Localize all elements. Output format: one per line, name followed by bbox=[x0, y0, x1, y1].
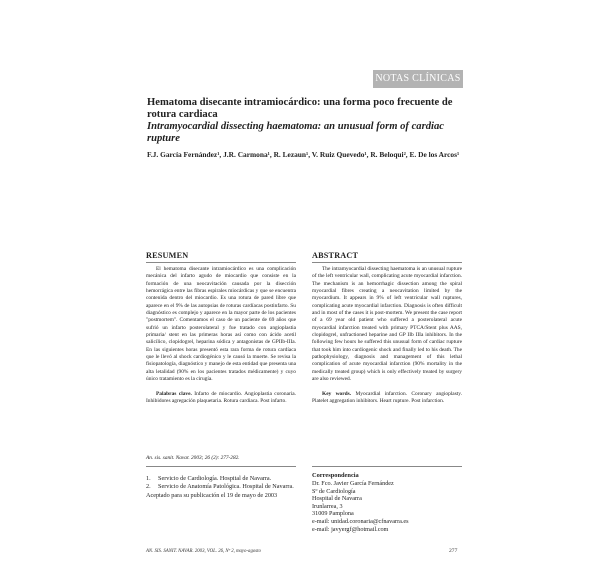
resumen-heading: RESUMEN bbox=[146, 251, 189, 260]
article-title-spanish: Hematoma disecante intramiocárdico: una forma poco frecuente de rotura cardiaca bbox=[147, 97, 453, 120]
resumen-block bbox=[146, 266, 296, 405]
resumen-rule bbox=[146, 262, 296, 263]
abstract-body: The intramyocardial dissecting haematoma is an unusual rupture of the left ventricular wall, complicating acute myocardial infarction. The mechanism is an hemorrhagic dissection among the spiral myocardial fibres creating a neocavitation limited by the myocardium. It appears in 9% of left ventricular wall ruptures, complicating acute myocardial infarction. Diagnosis is often difficult and in most of the cases it is post-mortem. We present the case report of a 69 year old patient who suffered a posterolateral acute myocardial infarction treated with primary PTCA/Stent plus AAS, clopidogrel, unfractioned heparine and GP IIb IIIa inhibitors. In the following few hours he suffered this unusual form of cardiac rupture that took him into cardiogenic shock and finally led to his death. The pathophysiology, diagnosis and management of this lethal complication of acute myocardial infarction (90% mortality in the medically treated group) which is only effectively treated by surgery are also reviewed. bbox=[312, 266, 462, 383]
correspondence-email[interactable]: e-mail: unidad.coronaria@cfnavarra.es bbox=[312, 518, 409, 526]
abstract-keywords-label: Key words. bbox=[322, 390, 352, 397]
journal-citation: An. sis. sanit. Navar. 2003; 26 (2): 277-282. bbox=[146, 455, 240, 461]
section-tag: NOTAS CLÍNICAS bbox=[373, 70, 463, 88]
abstract-heading: ABSTRACT bbox=[312, 251, 359, 260]
running-footer: AN. SIS. SANIT. NAVAR. 2003, VOL. 26, Nº 2, mayo-agosto bbox=[146, 549, 261, 554]
resumen-keywords-label: Palabras clave. bbox=[156, 390, 192, 397]
author-list: F.J. García Fernández¹, J.R. Carmona¹, R. Lezaun¹, V. Ruiz Quevedo¹, R. Beloqui², E. De los Arcos¹ bbox=[147, 150, 460, 159]
correspondence-line: Sº de Cardiología bbox=[312, 487, 356, 495]
citation-rule-right bbox=[312, 466, 462, 467]
article-title-english: Intramyocardial dissecting haematoma: an unusual form of cardiac rupture bbox=[147, 121, 444, 144]
correspondence-email[interactable]: e-mail: javyergf@hotmail.com bbox=[312, 525, 389, 533]
abstract-rule bbox=[312, 262, 462, 263]
correspondence-line: 31009 Pamplona bbox=[312, 510, 354, 518]
acceptance-note: Aceptado para su publicación el 19 de mayo de 2003 bbox=[146, 492, 278, 500]
abstract-block bbox=[312, 266, 462, 405]
resumen-body: El hematoma disecante intramiocárdico es una complicación mecánica del infarto agudo de miocardio que consiste en la formación de una neocavitación causada por la disección hemorrágica entre las fibras espirales miocárdicas y que se encuentra contenida dentro del miocardio. Es una rotura de pared libre que aparece en el 9% de las autopsias de roturas cardíacas postinfarto. Su diagnóstico es complejo y aparece en la mayor parte de los pacientes "postmortem". Comentamos el caso de un paciente de 69 años que sufrió un infarto posterolateral y fue tratado con angioplastia primaria/ stent en las primeras horas así como con ácido acetil salicílico, clopidogrel, heparina sódica y antagonistas de GPIIb-IIIa. En las siguientes horas presentó esta rara forma de rotura cardíaca que le llevó al shock cardiogénico y le causó la muerte. Se revisa la fisiopatología, diagnóstico y manejo de esta entidad que presenta una alta letalidad (90% en los pacientes tratados médicamente) y cuyo único tratamiento es la cirugía. bbox=[146, 266, 296, 383]
resumen-keywords-text: Infarto de miocardio. Angioplastia coronaria. Inhibidores agregación plaquetaria. Rotura cardiaca. Post infarto. bbox=[146, 390, 296, 404]
affiliation-item: 2. Servicio de Anatomía Patológica. Hospital de Navarra. bbox=[146, 482, 294, 490]
citation-rule-left bbox=[146, 466, 296, 467]
resumen-keywords bbox=[146, 391, 296, 406]
abstract-keywords bbox=[312, 391, 462, 406]
affiliations bbox=[146, 475, 296, 500]
correspondence-line: Irunlarrea, 3 bbox=[312, 502, 343, 510]
page-number: 277 bbox=[449, 548, 458, 554]
correspondence-heading: Correspondencia bbox=[312, 472, 359, 479]
abstract-keywords-text: Myocardial infarction. Coronary angioplasty. Platelet aggregation inhibitors. Heart rupture. Post infarction. bbox=[312, 390, 462, 404]
affiliation-item: 1. Servicio de Cardiología. Hospital de Navarra. bbox=[146, 475, 272, 482]
correspondence-line: Hospital de Navarra bbox=[312, 495, 362, 503]
correspondence-line: Dr. Fco. Javier García Fernández bbox=[312, 480, 394, 488]
correspondence-block bbox=[312, 472, 472, 533]
